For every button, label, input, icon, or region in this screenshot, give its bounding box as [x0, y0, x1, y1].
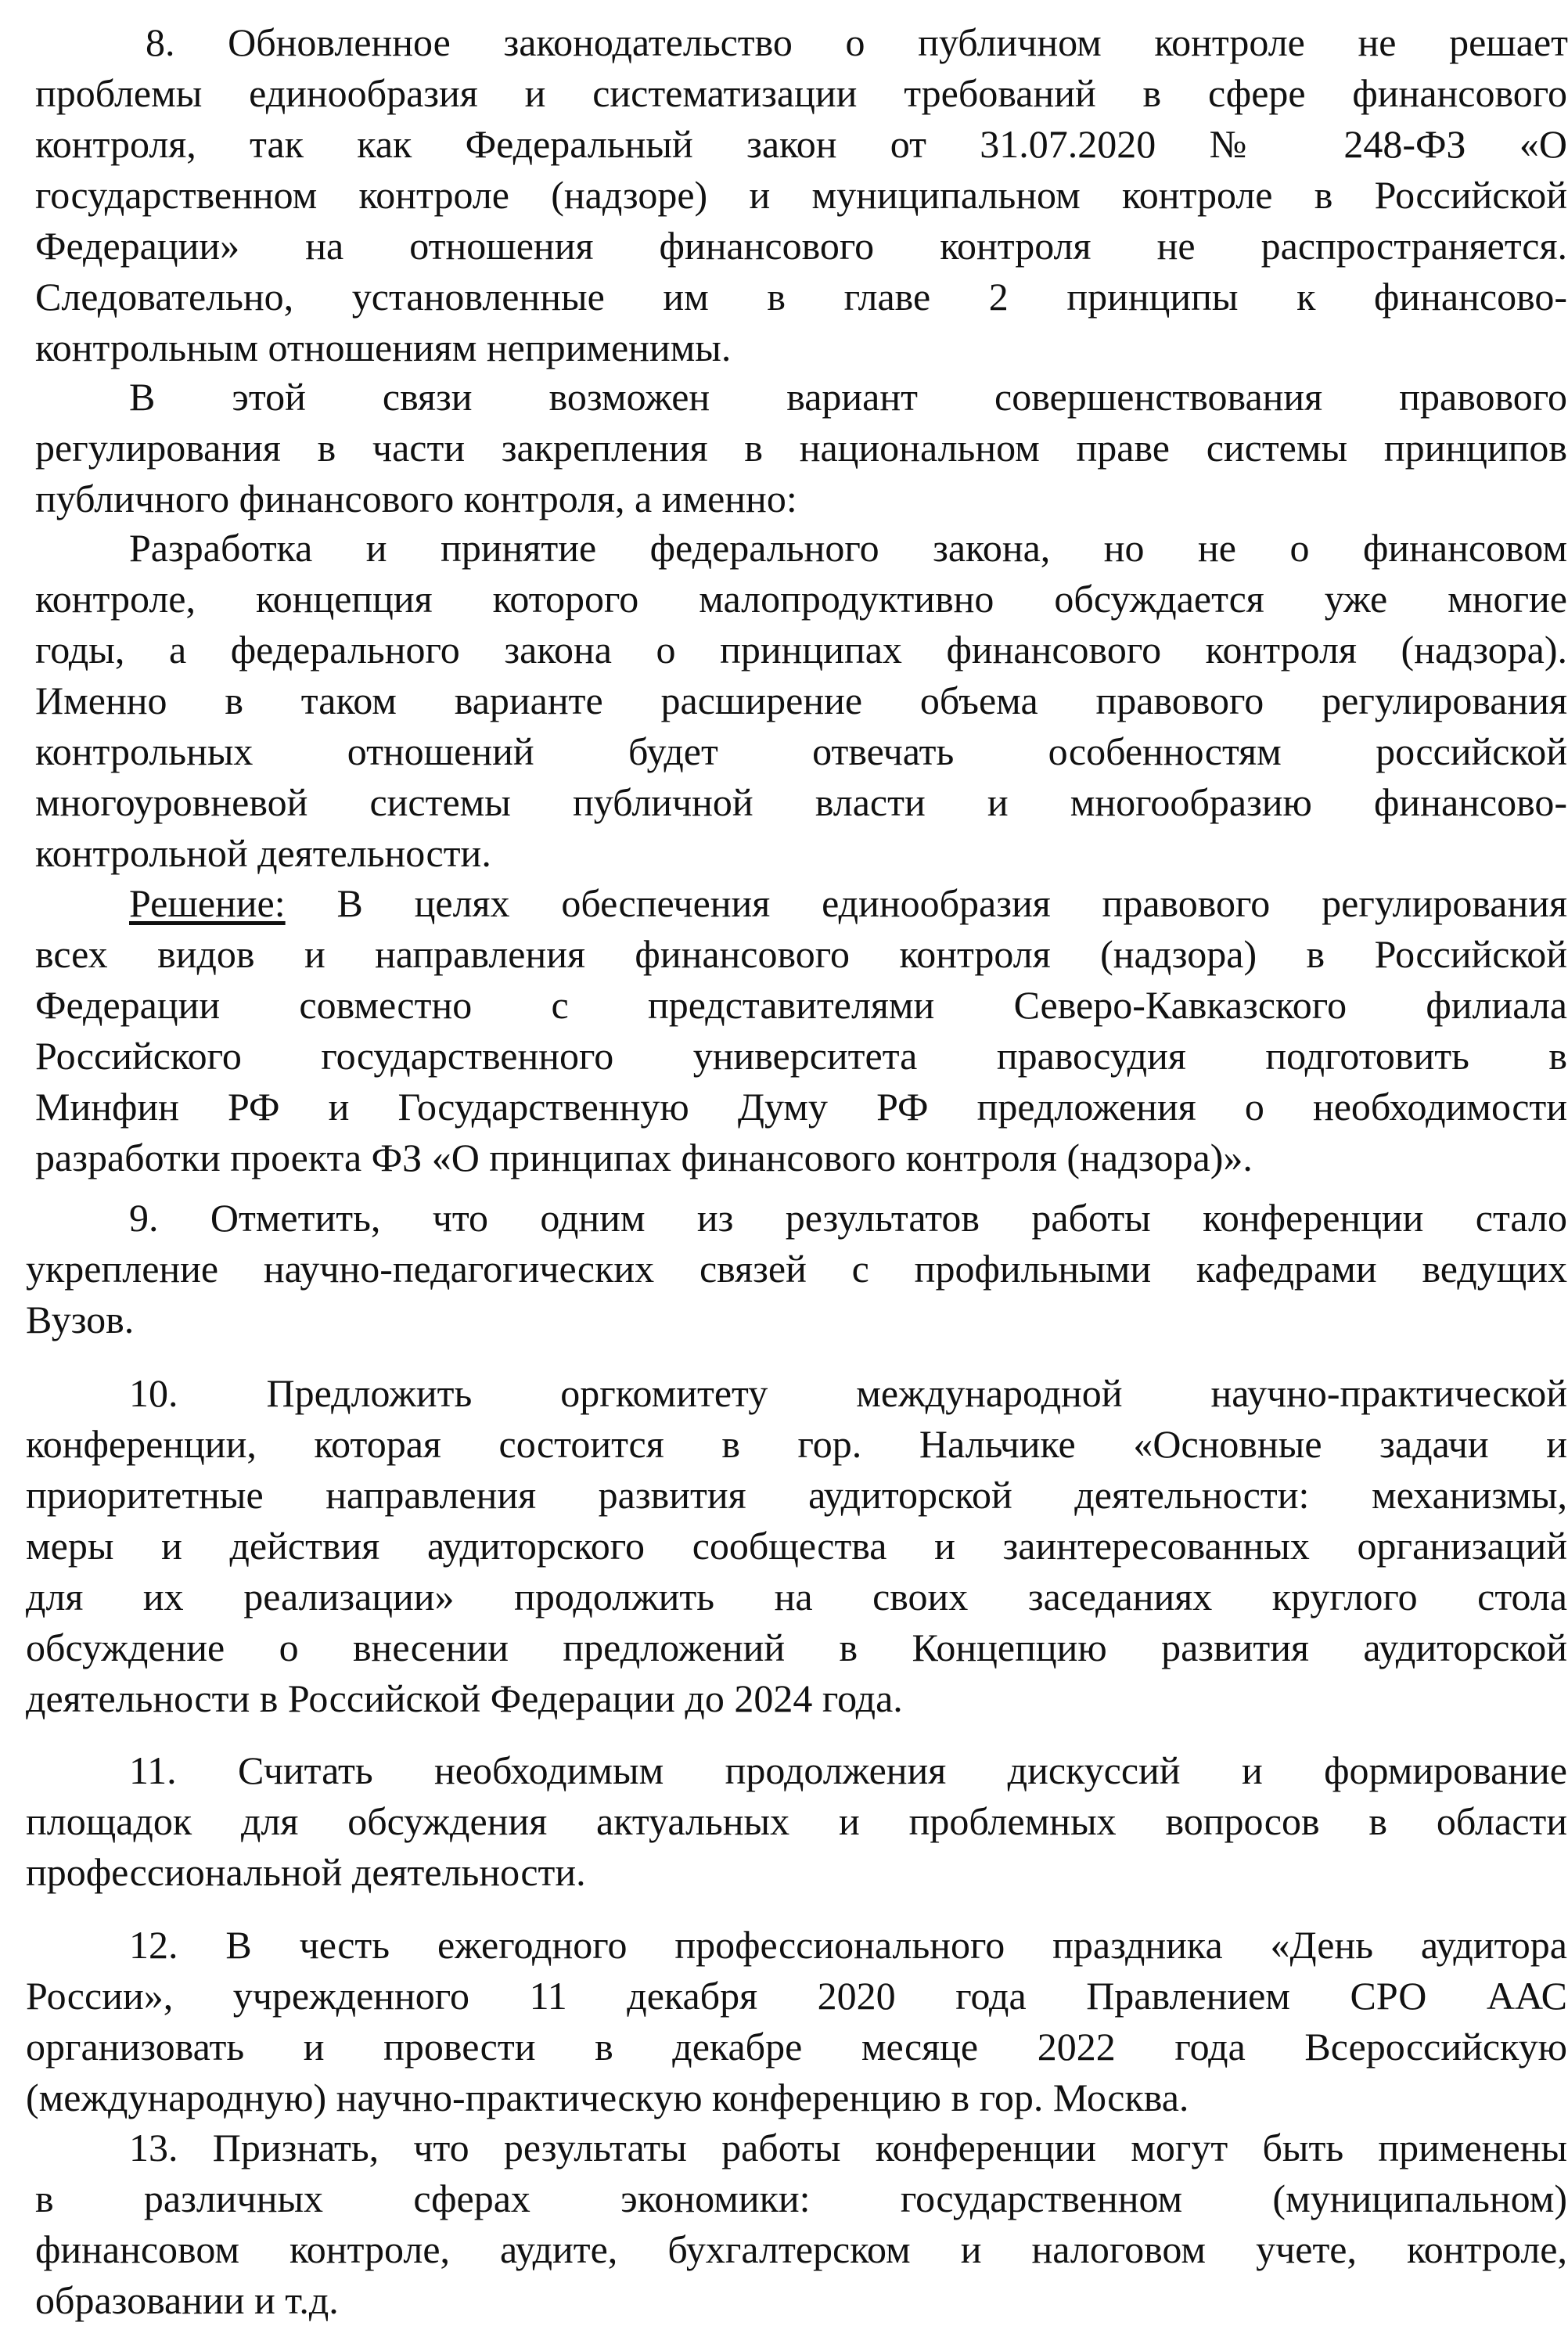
text-line: В этой связи возможен вариант совершенствования правового: [129, 375, 1567, 419]
text-line: 8. Обновленное законодательство о публичном контроле не решает: [146, 20, 1568, 64]
text-line: образовании и т.д.: [35, 2278, 339, 2322]
text-line: многоуровневой системы публичной власти и многообразию финансово-: [35, 780, 1567, 824]
text-line: организовать и провести в декабре месяце 2022 года Всероссийскую: [26, 2025, 1567, 2069]
text-line: финансовом контроле, аудите, бухгалтерском и налоговом учете, контроле,: [35, 2227, 1567, 2271]
text-line: контроля, так как Федеральный закон от 31.07.2020 № 248-ФЗ «О: [35, 122, 1567, 166]
decision-label: Решение:: [129, 881, 286, 925]
text-line: контрольных отношений будет отвечать особенностям российской: [35, 729, 1567, 773]
text-line: годы, а федерального закона о принципах финансового контроля (надзора).: [35, 628, 1567, 672]
text-line: контроле, концепция которого малопродуктивно обсуждается уже многие: [35, 577, 1567, 621]
paragraph-8-connection: [0, 372, 1568, 524]
text-line: проблемы единообразия и систематизации требований в сфере финансового: [35, 71, 1567, 115]
text-line: Именно в таком варианте расширение объема правового регулирования: [35, 679, 1567, 722]
text-line: для их реализации» продолжить на своих заседаниях круглого стола: [26, 1575, 1567, 1618]
text-line: разработки проекта ФЗ «О принципах финансового контроля (надзора)».: [35, 1136, 1253, 1179]
text-line: контрольной деятельности.: [35, 831, 491, 875]
paragraph-11: [0, 1745, 1568, 1898]
text-line: России», учрежденного 11 декабря 2020 года Правлением СРО ААС: [26, 1974, 1567, 2018]
text-line: (международную) научно-практическую конференцию в гор. Москва.: [26, 2076, 1189, 2119]
paragraph-9: [0, 1193, 1568, 1345]
text-line: 12. В честь ежегодного профессионального праздника «День аудитора: [129, 1923, 1567, 1967]
paragraph-12: [0, 1920, 1568, 2123]
paragraph-13: [0, 2123, 1568, 2326]
text-line: площадок для обсуждения актуальных и проблемных вопросов в области: [26, 1799, 1567, 1843]
text-line: профессиональной деятельности.: [26, 1850, 586, 1894]
text-line: меры и действия аудиторского сообщества и заинтересованных организаций: [26, 1524, 1567, 1568]
text-line: публичного финансового контроля, а именно:: [35, 477, 797, 520]
text-line: Федерации совместно с представителями Северо-Кавказского филиала: [35, 983, 1567, 1027]
text-line: 11. Считать необходимым продолжения дискуссий и формирование: [129, 1748, 1567, 1792]
text-line: в различных сферах экономики: государственном (муниципальном): [35, 2177, 1567, 2220]
text-fragment: В целях обеспечения единообразия правового регулирования: [285, 881, 1567, 925]
text-line: Федерации» на отношения финансового контроля не распространяется.: [35, 224, 1567, 268]
text-line: обсуждение о внесении предложений в Концепцию развития аудиторской: [26, 1626, 1567, 1669]
text-line: Минфин РФ и Государственную Думу РФ предложения о необходимости: [35, 1085, 1567, 1129]
paragraph-10: [0, 1368, 1568, 1724]
text-line: Следовательно, установленные им в главе 2 принципы к финансово-: [35, 275, 1567, 319]
text-line: регулирования в части закрепления в национальном праве системы принципов: [35, 426, 1567, 470]
text-line: конференции, которая состоится в гор. Нальчике «Основные задачи и: [26, 1422, 1567, 1466]
text-line: всех видов и направления финансового контроля (надзора) в Российской: [35, 932, 1567, 976]
text-line: приоритетные направления развития аудиторской деятельности: механизмы,: [26, 1473, 1567, 1517]
text-line: Российского государственного университета правосудия подготовить в: [35, 1034, 1567, 1078]
text-line: 13. Признать, что результаты работы конференции могут быть применены: [129, 2126, 1567, 2169]
text-line: контрольным отношениям неприменимы.: [35, 326, 732, 369]
text-line: 10. Предложить оргкомитету международной научно-практической: [129, 1371, 1567, 1415]
text-line: деятельности в Российской Федерации до 2024 года.: [26, 1676, 903, 1720]
text-line: Вузов.: [26, 1298, 135, 1341]
text-line: государственном контроле (надзоре) и муниципальном контроле в Российской: [35, 173, 1567, 217]
text-line: [129, 878, 1567, 929]
text-line: Разработка и принятие федерального закона, но не о финансовом: [129, 526, 1567, 570]
paragraph-8: [0, 17, 1568, 373]
text-line: 9. Отметить, что одним из результатов работы конференции стало: [129, 1196, 1567, 1240]
paragraph-8-proposal: [0, 523, 1568, 879]
paragraph-8-decision: [0, 878, 1568, 1183]
text-line: укрепление научно-педагогических связей с профильными кафедрами ведущих: [26, 1247, 1567, 1291]
